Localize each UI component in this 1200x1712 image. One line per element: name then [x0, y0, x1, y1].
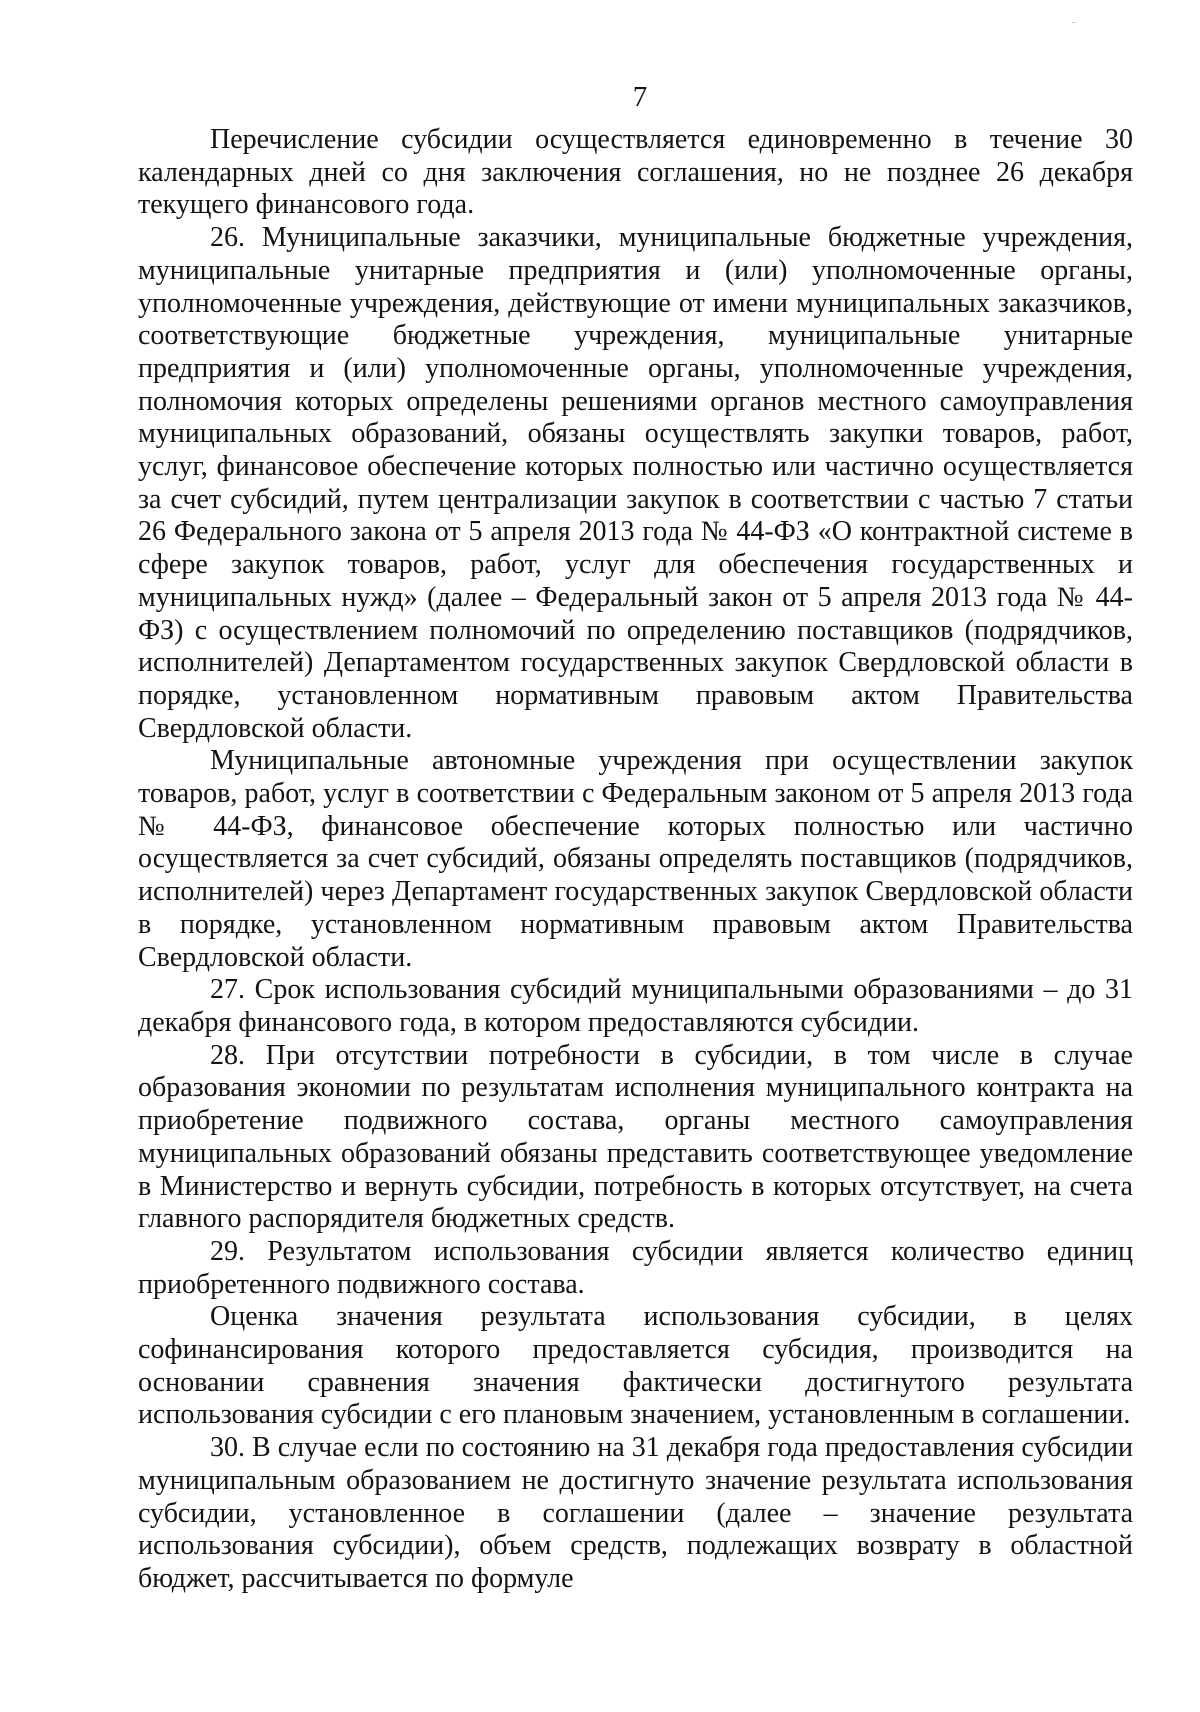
paragraph-27-usage-term: 27. Срок использования субсидий муниципальными образованиями – до 31 декабря финансового года, в котором предоставляются субсидии. [138, 974, 1133, 1038]
scan-mark [1072, 22, 1076, 23]
paragraph-result-assessment: Оценка значения результата использования субсидии, в целях софинансирования которого предоставляется субсидия, производится на основании сравнения значения фактически достигнутого результата использования субсидии с его плановым значением, установленным в соглашении. [138, 1301, 1133, 1431]
paragraph-subsidy-transfer: Перечисление субсидии осуществляется единовременно в течение 30 календарных дней со дня заключения соглашения, но не позднее 26 декабря текущего финансового года. [138, 124, 1133, 221]
document-body [138, 124, 1133, 1596]
paragraph-29-result: 29. Результатом использования субсидии является количество единиц приобретенного подвижного состава. [138, 1235, 1133, 1300]
paragraph-autonomous-institutions: Муниципальные автономные учреждения при осуществлении закупок товаров, работ, услуг в соответствии с Федеральным законом от 5 апреля 2013 года № 44-ФЗ, финансовое обеспечение которых полностью или частично осуществляется за счет субсидий, обязаны определять поставщиков (подрядчиков, исполнителей) через Департамент государственных закупок Свердловской области в порядке, установленном нормативным правовым актом Правительства Свердловской области. [138, 745, 1133, 973]
paragraph-30-return-formula: 30. В случае если по состоянию на 31 декабря года предоставления субсидии муниципальным образованием не достигнуто значение результата использования субсидии, установленное в соглашении (далее – значение результата использования субсидии), объем средств, подлежащих возврату в областной бюджет, рассчитывается по формуле [138, 1432, 1133, 1594]
paragraph-28-refund: 28. При отсутствии потребности в субсидии, в том числе в случае образования экономии по результатам исполнения муниципального контракта на приобретение подвижного состава, органы местного самоуправления муниципальных образований обязаны представить соответствующее уведомление в Министерство и вернуть субсидии, потребность в которых отсутствует, на счета главного распорядителя бюджетных средств. [138, 1039, 1133, 1235]
page-number: 7 [632, 81, 648, 113]
paragraph-26-centralized-procurement: 26. Муниципальные заказчики, муниципальные бюджетные учреждения, муниципальные унитарные предприятия и (или) уполномоченные органы, уполномоченные учреждения, действующие от имени муниципальных заказчиков, соответствующие бюджетные учреждения, муниципальные унитарные предприятия и (или) уполномоченные органы, уполномоченные учреждения, полномочия которых определены решениями органов местного самоуправления муниципальных образований, обязаны осуществлять закупки товаров, работ, услуг, финансовое обеспечение которых полностью или частично осуществляется за счет субсидий, путем централизации закупок в соответствии с частью 7 статьи 26 Федерального закона от 5 апреля 2013 года № 44-ФЗ «О контрактной системе в сфере закупок товаров, работ, услуг для обеспечения государственных и муниципальных нужд» (далее – Федеральный закон от 5 апреля 2013 года № 44-ФЗ) с осуществлением полномочий по определению поставщиков (подрядчиков, исполнителей) Департаментом государственных закупок Свердловской области в порядке, установленном нормативным правовым актом Правительства Свердловской области. [138, 222, 1133, 744]
